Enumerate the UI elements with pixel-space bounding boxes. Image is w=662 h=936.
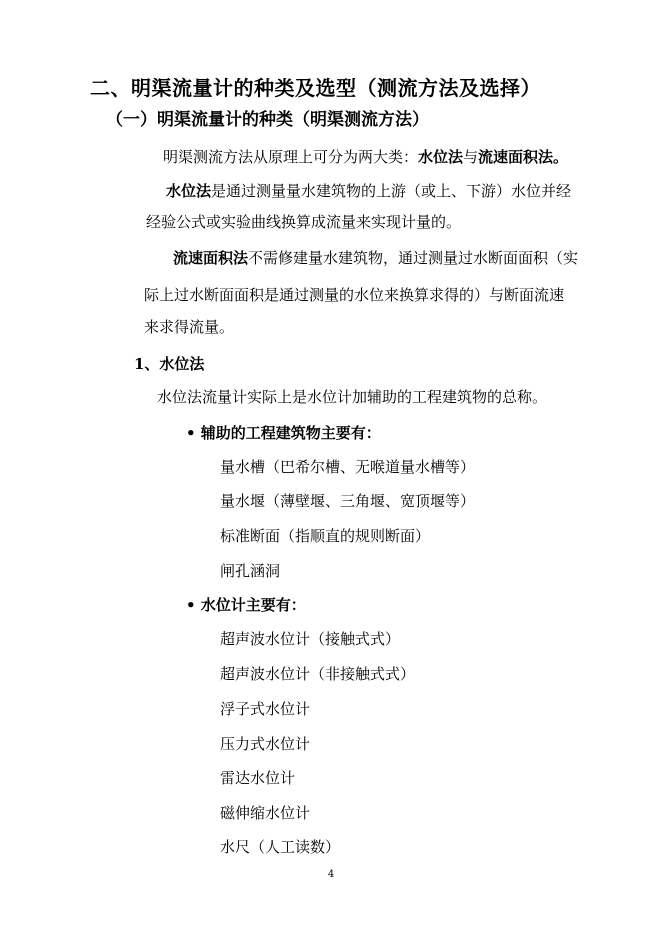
intro-method1: 水位法 bbox=[418, 148, 464, 166]
gauge-item: 超声波水位计（接触式式） bbox=[220, 630, 401, 648]
section1-title: 1、水位法 bbox=[134, 355, 205, 373]
intro-join: 与 bbox=[463, 148, 479, 166]
gauge-item: 磁伸缩水位计 bbox=[220, 804, 311, 822]
gauges-title: • 水位计主要有： bbox=[186, 596, 306, 614]
velocity-area-line3: 来求得流量。 bbox=[144, 318, 235, 336]
water-level-line2: 经验公式或实验曲线换算成流量来实现计量的。 bbox=[146, 213, 462, 231]
structure-item: 闸孔涵洞 bbox=[220, 562, 281, 580]
velocity-area-line1-text: 不需修建量水建筑物，通过测量过水断面面积（实 bbox=[248, 249, 579, 267]
gauge-item: 浮子式水位计 bbox=[220, 700, 311, 718]
water-level-line1-text: 是通过测量量水建筑物的上游（或上、下游）水位并经 bbox=[211, 182, 572, 200]
water-level-term: 水位法 bbox=[166, 182, 212, 200]
gauge-item: 雷达水位计 bbox=[220, 769, 296, 787]
structure-item: 标准断面（指顺直的规则断面） bbox=[220, 527, 431, 545]
gauge-item: 水尺（人工读数） bbox=[220, 838, 341, 856]
velocity-area-line1 bbox=[173, 251, 578, 266]
water-level-line1 bbox=[166, 184, 571, 199]
intro-method2: 流速面积法。 bbox=[478, 148, 569, 166]
subsection-heading: （一）明渠流量计的种类（明渠测流方法） bbox=[106, 110, 429, 130]
section1-description: 水位法流量计实际上是水位计加辅助的工程建筑物的总称。 bbox=[157, 388, 548, 406]
structures-title: • 辅助的工程建筑物主要有： bbox=[186, 424, 381, 442]
intro-prefix: 明渠测流方法从原理上可分为两大类： bbox=[163, 148, 419, 166]
gauge-item: 超声波水位计（非接触式式） bbox=[220, 665, 416, 683]
velocity-area-line2: 际上过水断面面积是通过测量的水位来换算求得的）与断面流速 bbox=[144, 286, 565, 304]
section-heading: 二、明渠流量计的种类及选型（测流方法及选择） bbox=[90, 76, 541, 100]
structure-item: 量水堰（薄壁堰、三角堰、宽顶堰等） bbox=[220, 492, 476, 510]
page-number: 4 bbox=[327, 869, 335, 880]
intro-paragraph bbox=[163, 150, 568, 165]
structure-item: 量水槽（巴希尔槽、无喉道量水槽等） bbox=[220, 458, 476, 476]
gauge-item: 压力式水位计 bbox=[220, 735, 311, 753]
velocity-area-term: 流速面积法 bbox=[173, 249, 249, 267]
